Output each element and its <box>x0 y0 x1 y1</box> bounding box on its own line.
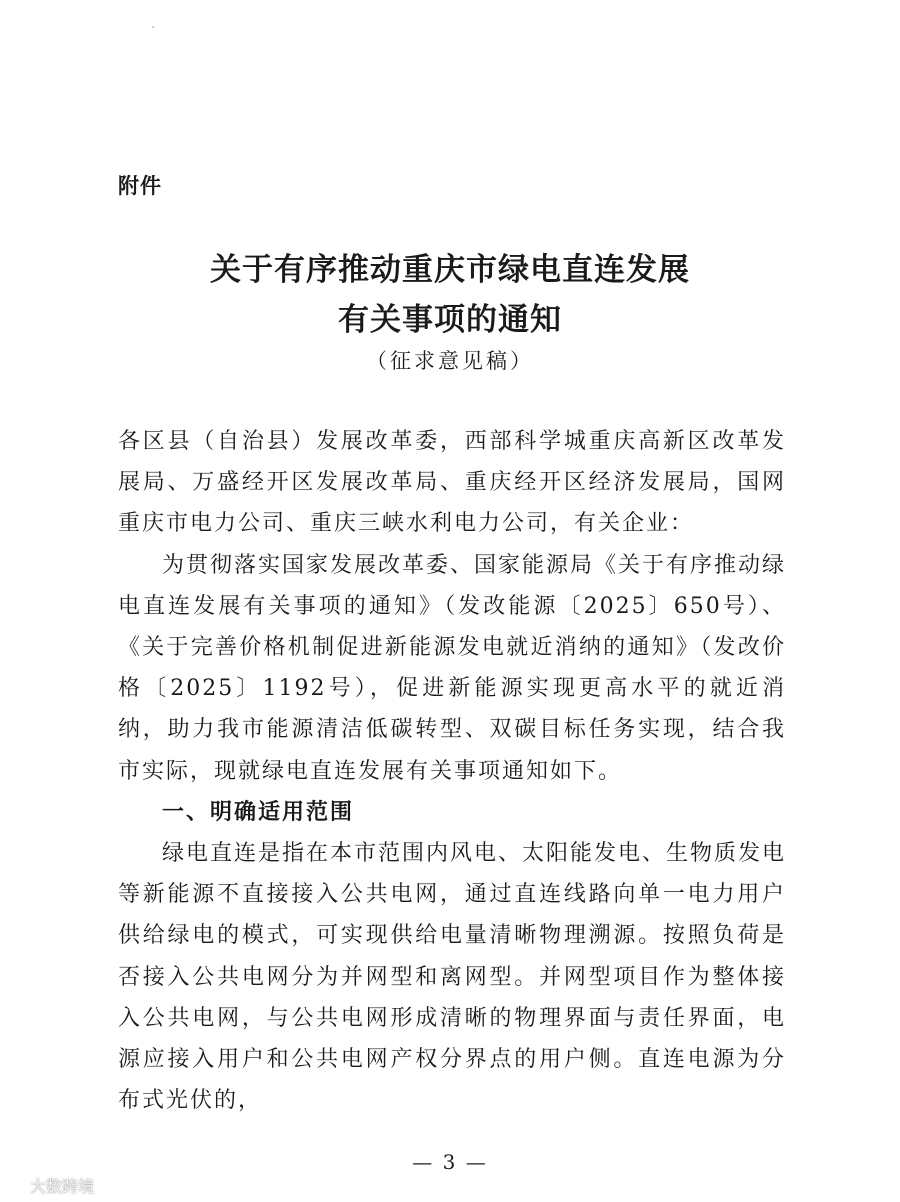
addressees-paragraph: 各区县（自治县）发展改革委，西部科学城重庆高新区改革发展局、万盛经开区发展改革局、重庆经开区经济发展局，国网重庆市电力公司、重庆三峡水利电力公司，有关企业： <box>118 429 786 537</box>
watermark <box>6 1174 94 1197</box>
document-subtitle: （征求意见稿） <box>366 349 534 373</box>
document-body <box>118 421 786 1121</box>
watermark-text: 大数跨境 <box>30 1177 95 1196</box>
document-title-line-1: 关于有序推动重庆市绿电直连发展 <box>210 252 690 288</box>
section-1-paragraph: 绿电直连是指在本市范围内风电、太阳能发电、生物质发电等新能源不直接接入公共电网，通过直连线路向单一电力用户供给绿电的模式，可实现供给电量清晰物理溯源。按照负荷是否接入公共电网分为并网型和离网型。并网型项目作为整体接入公共电网，与公共电网形成清晰的物理界面与责任界面，电源应接入用户和公共电网产权分界点的用户侧。直连电源为分布式光伏的， <box>118 841 787 1114</box>
attachment-label: 附件 <box>118 174 162 198</box>
document-title-line-2: 有关事项的通知 <box>338 302 562 338</box>
wechat-logo-icon <box>6 1176 26 1196</box>
intro-paragraph: 为贯彻落实国家发展改革委、国家能源局《关于有序推动绿电直连发展有关事项的通知》（发改能源〔2025〕650号）、《关于完善价格机制促进新能源发电就近消纳的通知》（发改价格〔2025〕1192号），促进新能源实现更高水平的就近消纳，助力我市能源清洁低碳转型、双碳目标任务实现，结合我市实际，现就绿电直连发展有关事项通知如下。 <box>118 552 787 784</box>
scan-speck <box>152 26 154 28</box>
section-1-heading: 一、明确适用范围 <box>162 799 355 825</box>
page-number: — 3 — <box>412 1150 488 1174</box>
